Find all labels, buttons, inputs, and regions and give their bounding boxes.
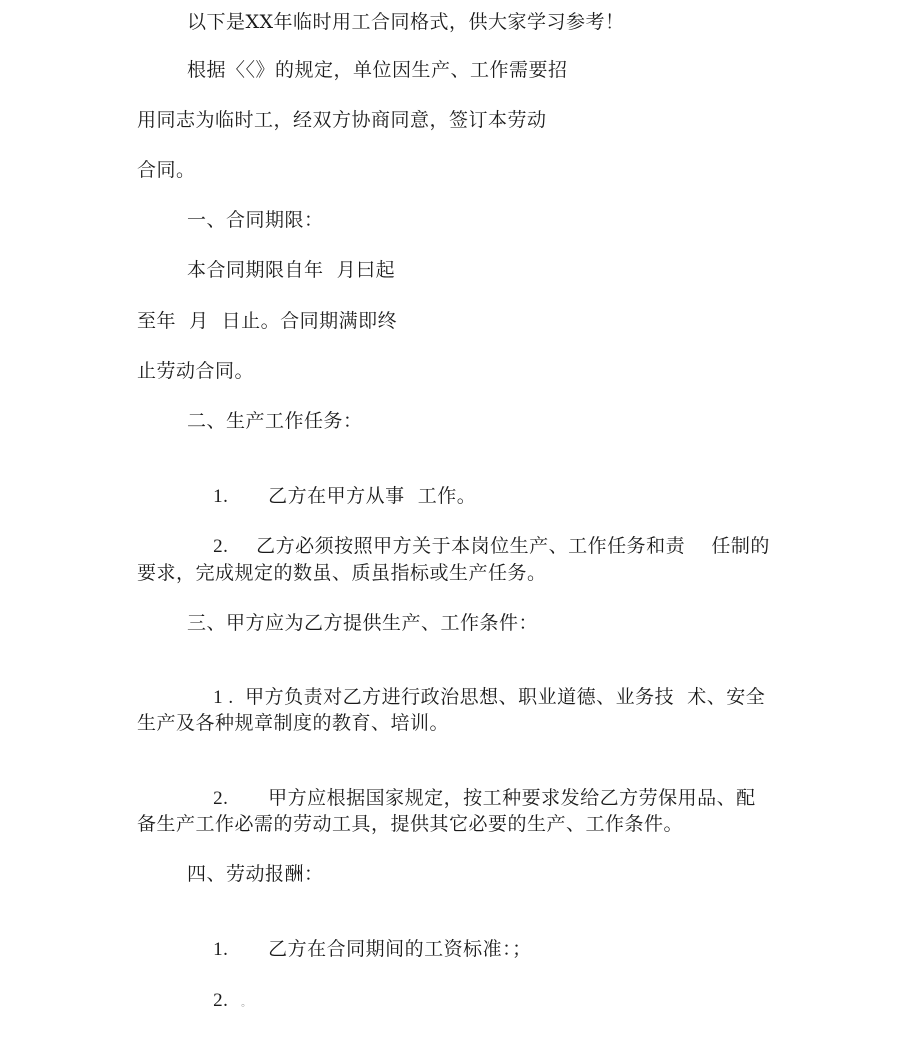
section2-item-2-text: 乙方必须按照甲方关于本岗位生产、工作任务和责 任制的	[256, 535, 770, 557]
section4-item-1-number: 1.	[213, 939, 229, 960]
section3-item-1-number: 1 .	[213, 687, 234, 708]
section4-item-1-text: 乙方在合同期间的工资标准：；	[268, 938, 532, 960]
intro-line: 以下是XX年临时用工合同格式，供大家学习参考！	[187, 11, 625, 33]
preamble-line-1: 根据〈〈》的规定，单位因生产、工作需要招	[187, 59, 568, 81]
section3-item-2-continued: 备生产工作必需的劳动工具，提供其它必要的生产、工作条件。	[137, 813, 684, 835]
section4-item-2-number: 2.	[213, 990, 229, 1011]
section2-heading: 二、生产工作任务：	[187, 410, 363, 432]
section3-item-1-text: 甲方负责对乙方进行政治思想、职业道德、业务技 术、安全	[245, 686, 766, 708]
section1-line-1: 本合同期限自年 月曰起	[187, 259, 396, 281]
section4-item-2-text: 。	[241, 998, 252, 1009]
section4-heading: 四、劳动报酬：	[187, 863, 324, 885]
section1-line-2: 至年 月 日止。合同期满即终	[137, 310, 398, 332]
section2-item-1-text: 乙方在甲方从事 工作。	[268, 485, 477, 507]
section3-item-2-text: 甲方应根据国家规定，按工种要求发给乙方劳保用品、配	[268, 787, 756, 809]
section1-heading: 一、合同期限：	[187, 209, 324, 231]
section2-item-2-number: 2.	[213, 536, 229, 557]
section4-item-2	[187, 964, 252, 1040]
section1-line-3: 止劳动合同。	[137, 360, 255, 382]
section3-item-2-number: 2.	[213, 788, 229, 809]
section3-item-1-continued: 生产及各种规章制度的教育、培训。	[137, 712, 450, 734]
section2-item-2-continued: 要求，完成规定的数虽、质虽指标或生产任务。	[137, 562, 547, 584]
section2-item-1-number: 1.	[213, 486, 229, 507]
preamble-line-3: 合同。	[137, 159, 196, 181]
section3-heading: 三、甲方应为乙方提供生产、工作条件：	[187, 612, 539, 634]
preamble-line-2: 用同志为临时工，经双方协商同意，签订本劳动	[137, 109, 547, 131]
